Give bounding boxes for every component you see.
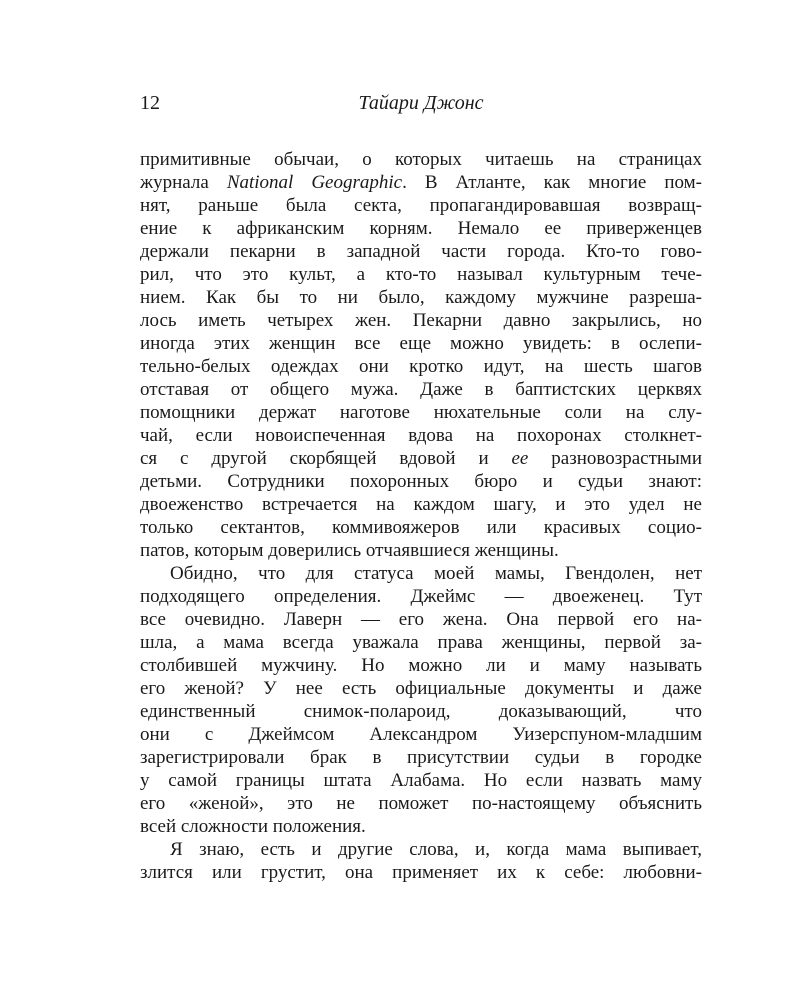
text-line: лось иметь четырех жен. Пекарни давно закрылись, но (140, 310, 702, 331)
text-line: ся с другой скорбящей вдовой и ее разновозрастными (140, 448, 703, 469)
text-line: чай, если новоиспеченная вдова на похоронах столкнет- (140, 425, 702, 446)
text-line: Я знаю, есть и другие слова, и, когда мама выпивает, (170, 839, 702, 860)
text-line: единственный снимок-полароид, доказывающий, что (140, 701, 702, 722)
text-line: отставая от общего мужа. Даже в баптистских церквях (140, 379, 702, 400)
text-line: зарегистрировали брак в присутствии судьи в городке (140, 747, 702, 768)
text-line: детьми. Сотрудники похоронных бюро и судьи знают: (140, 471, 702, 492)
paragraph-2 (140, 562, 702, 838)
text-line: его «женой», это не поможет по-настоящему объяснить (140, 793, 702, 814)
text-line: нят, раньше была секта, пропагандировавшая возвращ- (140, 195, 702, 216)
text-line: держали пекарни в западной части города. Кто-то гово- (140, 241, 702, 262)
text-line: все очевидно. Лаверн — его жена. Она первой его на- (140, 609, 702, 630)
text-line: только сектантов, коммивояжеров или красивых социо- (140, 517, 702, 538)
text-line: тельно-белых одеждах они кротко идут, на шесть шагов (140, 356, 702, 377)
text-line: патов, которым доверились отчаявшиеся женщины. (140, 540, 559, 561)
paragraph-1 (140, 148, 702, 562)
italic-title: National Geographic (226, 172, 403, 193)
body-text (140, 148, 702, 884)
running-head (140, 88, 702, 118)
text-line: журнала National Geographic. В Атланте, как многие пом- (140, 172, 702, 193)
text-line: они с Джеймсом Александром Уизерспуном-младшим (140, 724, 702, 745)
text-line: его женой? У нее есть официальные документы и даже (140, 678, 702, 699)
text-line: нием. Как бы то ни было, каждому мужчине разреша- (140, 287, 702, 308)
text-line: рил, что это культ, а кто-то называл культурным тече- (140, 264, 702, 285)
text-line: иногда этих женщин все еще можно увидеть: в ослепи- (140, 333, 702, 354)
running-title: Тайари Джонс (358, 92, 484, 114)
page-number: 12 (140, 92, 160, 114)
text-line: двоеженство встречается на каждом шагу, и это удел не (140, 494, 702, 515)
text-line: столбившей мужчину. Но можно ли и маму называть (140, 655, 702, 676)
text-line: Обидно, что для статуса моей мамы, Гвендолен, нет (170, 563, 702, 584)
italic-emphasis: ее (511, 448, 529, 469)
text-line: злится или грустит, она применяет их к себе: любовни- (140, 862, 702, 883)
text-line: подходящего определения. Джеймс — двоеженец. Тут (140, 586, 702, 607)
text-line: ение к африканским корням. Немало ее приверженцев (140, 218, 702, 239)
paragraph-3 (140, 838, 702, 884)
text-line: примитивные обычаи, о которых читаешь на страницах (140, 149, 702, 170)
text-line: помощники держат наготове нюхательные соли на слу- (140, 402, 702, 423)
text-line: шла, а мама всегда уважала права женщины, первой за- (140, 632, 702, 653)
text-line: всей сложности положения. (140, 816, 366, 837)
text-line: у самой границы штата Алабама. Но если назвать маму (140, 770, 702, 791)
